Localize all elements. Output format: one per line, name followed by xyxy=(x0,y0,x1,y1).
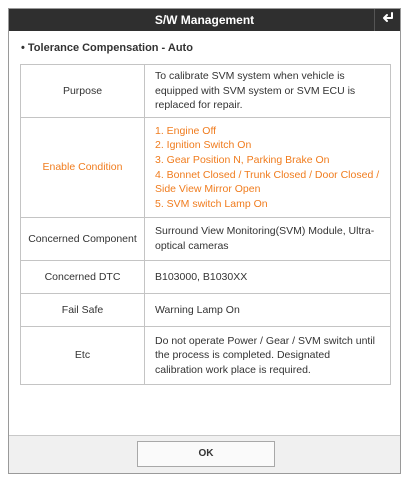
window-title: S/W Management xyxy=(154,13,255,27)
back-button[interactable] xyxy=(374,9,400,31)
sw-management-dialog xyxy=(8,8,401,474)
purpose-label: Purpose xyxy=(21,65,145,118)
etc-value: Do not operate Power / Gear / SVM switch until the process is completed. Designated calibration work place is required. xyxy=(145,327,391,385)
condition-line: 4. Bonnet Closed / Trunk Closed / Door Closed / Side View Mirror Open xyxy=(155,168,380,196)
return-arrow-icon xyxy=(381,11,395,29)
enable-condition-label: Enable Condition xyxy=(21,118,145,218)
fail-safe-label: Fail Safe xyxy=(21,294,145,327)
table-row-concerned-component xyxy=(21,218,391,261)
info-table xyxy=(20,64,391,385)
fail-safe-value: Warning Lamp On xyxy=(145,294,391,327)
table-row-enable-condition xyxy=(21,118,391,218)
concerned-dtc-value: B103000, B1030XX xyxy=(145,261,391,294)
concerned-component-value: Surround View Monitoring(SVM) Module, Ultra-optical cameras xyxy=(145,218,391,261)
ok-button[interactable]: OK xyxy=(137,441,275,467)
condition-line: 1. Engine Off xyxy=(155,124,217,137)
enable-condition-value xyxy=(145,118,391,218)
title-bar xyxy=(9,9,400,31)
table-row-etc xyxy=(21,327,391,385)
etc-label: Etc xyxy=(21,327,145,385)
condition-line: 2. Ignition Switch On xyxy=(155,139,252,152)
dialog-footer xyxy=(9,435,400,473)
table-row-concerned-dtc xyxy=(21,261,391,294)
condition-line: 3. Gear Position N, Parking Brake On xyxy=(155,153,330,166)
concerned-dtc-label: Concerned DTC xyxy=(21,261,145,294)
purpose-value: To calibrate SVM system when vehicle is equipped with SVM system or SVM ECU is replaced for repair. xyxy=(145,65,391,118)
section-title: • Tolerance Compensation - Auto xyxy=(21,42,193,54)
table-row-purpose xyxy=(21,65,391,118)
concerned-component-label: Concerned Component xyxy=(21,218,145,261)
table-row-fail-safe xyxy=(21,294,391,327)
condition-line: 5. SVM switch Lamp On xyxy=(155,197,268,210)
